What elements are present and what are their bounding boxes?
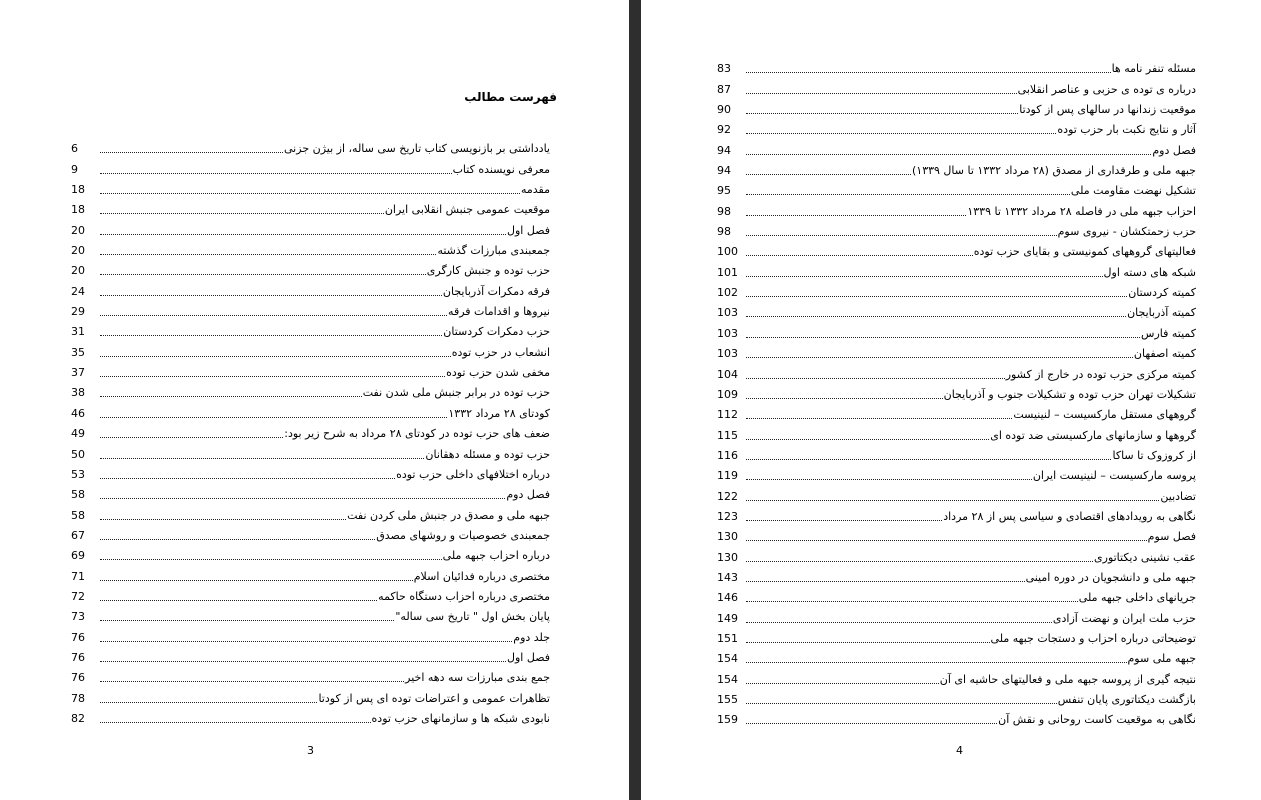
toc-entry[interactable]: [71, 136, 550, 156]
dot-leader: [746, 622, 1052, 623]
toc-entry[interactable]: [717, 117, 1196, 137]
toc-entry-title: کمیته فارس: [1141, 326, 1196, 340]
toc-entry-page: 53: [71, 467, 85, 481]
toc-entry[interactable]: [71, 441, 550, 461]
toc-entry-title: گروهها و سازمانهای مارکسیستی ضد توده ای: [990, 428, 1196, 442]
dot-leader: [100, 274, 426, 275]
dot-leader: [100, 519, 346, 520]
dot-leader: [746, 378, 1005, 379]
toc-entry-page: 130: [717, 530, 738, 544]
toc-entry-title: حزب ملت ایران و نهضت آزادی: [1052, 611, 1196, 625]
toc-entry-title: جمع بندی مبارزات سه دهه اخیر: [405, 671, 550, 685]
toc-entry-page: 50: [71, 447, 85, 461]
toc-entry[interactable]: [71, 502, 550, 522]
toc-entry-title: احزاب جبهه ملی در فاصله ۲۸ مرداد ۱۳۳۲ تا ۱۳۳۹: [967, 204, 1196, 218]
toc-entry[interactable]: [717, 504, 1196, 524]
toc-entry[interactable]: [717, 605, 1196, 625]
toc-entry[interactable]: [71, 563, 550, 583]
toc-entry-page: 102: [717, 286, 738, 300]
toc-entry[interactable]: [71, 360, 550, 380]
toc-entry[interactable]: [717, 56, 1196, 76]
dot-leader: [100, 661, 506, 662]
toc-entry-title: گروههای مستقل مارکسیست – لنینیست: [1013, 408, 1196, 422]
toc-entry[interactable]: [717, 443, 1196, 463]
toc-entry[interactable]: [717, 585, 1196, 605]
page-number-right: 4: [956, 744, 963, 757]
toc-entry-title: جریانهای داخلی جبهه ملی: [1078, 591, 1196, 605]
toc-entry-page: 69: [71, 549, 85, 563]
toc-entry-title: فعالیتهای گروههای کمونیستی و بقایای حزب توده: [973, 245, 1196, 259]
toc-entry-page: 29: [71, 305, 85, 319]
dot-leader: [100, 335, 442, 336]
toc-entry[interactable]: [717, 280, 1196, 300]
dot-leader: [746, 662, 1127, 663]
toc-entry-page: 58: [71, 508, 85, 522]
toc-entry[interactable]: [717, 341, 1196, 361]
toc-entry-title: حزب زحمتکشان - نیروی سوم: [1057, 225, 1196, 239]
dot-leader: [746, 296, 1127, 297]
toc-list-right: [717, 56, 1196, 727]
toc-entry-title: حزب توده و مسئله دهقانان: [425, 447, 550, 461]
toc-entry-page: 98: [717, 225, 731, 239]
toc-entry-title: موقعیت زندانها در سالهای پس از کودتا: [1019, 103, 1196, 117]
toc-entry[interactable]: [71, 624, 550, 644]
toc-entry-title: تشکیلات تهران حزب توده و تشکیلات جنوب و آذربایجان: [943, 387, 1196, 401]
toc-entry[interactable]: [717, 76, 1196, 96]
dot-leader: [746, 255, 973, 256]
toc-entry-page: 103: [717, 326, 738, 340]
dot-leader: [746, 194, 1070, 195]
dot-leader: [100, 559, 442, 560]
dot-leader: [100, 315, 447, 316]
toc-entry-title: نیروها و اقدامات فرقه: [448, 305, 550, 319]
toc-entry-title: مخفی شدن حزب توده: [446, 366, 550, 380]
toc-entry-title: درباره ی توده ی حزبی و عناصر انقلابی: [1017, 82, 1196, 96]
toc-list-left: [71, 136, 550, 726]
page-number-left: 3: [307, 744, 314, 757]
toc-entry-page: 6: [71, 142, 78, 156]
toc-entry[interactable]: [717, 361, 1196, 381]
toc-entry-title: مختصری درباره فدائیان اسلام: [413, 569, 550, 583]
toc-entry[interactable]: [71, 685, 550, 705]
dot-leader: [100, 295, 442, 296]
toc-entry-page: 87: [717, 82, 731, 96]
dot-leader: [746, 479, 1032, 480]
toc-entry-title: فصل سوم: [1147, 530, 1196, 544]
toc-entry-page: 46: [71, 406, 85, 420]
dot-leader: [100, 539, 375, 540]
toc-entry-title: نتیجه گیری از پروسه جبهه ملی و فعالیتهای حاشیه ای آن: [939, 672, 1196, 686]
toc-entry-title: فصل اول: [507, 223, 550, 237]
toc-entry-page: 98: [717, 204, 731, 218]
toc-entry[interactable]: [71, 299, 550, 319]
toc-entry[interactable]: [71, 462, 550, 482]
dot-leader: [100, 152, 283, 153]
toc-entry-page: 78: [71, 691, 85, 705]
toc-entry-page: 149: [717, 611, 738, 625]
toc-entry-page: 20: [71, 244, 85, 258]
dot-leader: [100, 396, 362, 397]
toc-entry[interactable]: [717, 707, 1196, 727]
toc-entry[interactable]: [71, 197, 550, 217]
toc-entry-title: حزب توده و جنبش کارگری: [426, 264, 550, 278]
toc-entry-page: 73: [71, 610, 85, 624]
toc-entry[interactable]: [71, 380, 550, 400]
dot-leader: [100, 498, 505, 499]
toc-entry-page: 9: [71, 162, 78, 176]
toc-entry[interactable]: [71, 339, 550, 359]
toc-entry-page: 116: [717, 448, 738, 462]
right-page: [641, 0, 1261, 800]
toc-entry[interactable]: [71, 400, 550, 420]
toc-entry[interactable]: [717, 300, 1196, 320]
toc-entry-title: درباره اختلافهای داخلی حزب توده: [396, 467, 550, 481]
toc-entry-title: ضعف های حزب توده در کودتای ۲۸ مرداد به شرح زیر بود:: [284, 427, 550, 441]
toc-entry-page: 94: [717, 143, 731, 157]
page-divider: [629, 0, 641, 800]
toc-entry-page: 151: [717, 631, 738, 645]
toc-entry-page: 76: [71, 650, 85, 664]
toc-entry-title: نگاهی به موقعیت کاست روحانی و نقش آن: [998, 713, 1196, 727]
toc-entry-page: 72: [71, 589, 85, 603]
left-page: [0, 0, 629, 800]
dot-leader: [746, 723, 997, 724]
toc-entry-page: 119: [717, 469, 738, 483]
dot-leader: [100, 173, 452, 174]
toc-entry[interactable]: [71, 278, 550, 298]
dot-leader: [746, 520, 942, 521]
toc-entry-title: از کروزوک تا ساکا: [1112, 448, 1196, 462]
toc-entry-page: 159: [717, 713, 738, 727]
toc-entry-page: 109: [717, 387, 738, 401]
toc-entry[interactable]: [717, 565, 1196, 585]
toc-entry[interactable]: [717, 524, 1196, 544]
toc-entry[interactable]: [717, 463, 1196, 483]
toc-entry-title: فرقه دمکرات آذربایجان: [442, 284, 550, 298]
toc-entry-title: نگاهی به رویدادهای اقتصادی و سیاسی پس از ۲۸ مرداد: [943, 509, 1196, 523]
dot-leader: [746, 154, 1151, 155]
toc-entry[interactable]: [71, 482, 550, 502]
toc-entry[interactable]: [71, 706, 550, 726]
toc-entry-title: نابودی شبکه ها و سازمانهای حزب توده: [371, 711, 550, 725]
dot-leader: [100, 213, 384, 214]
toc-entry-page: 35: [71, 345, 85, 359]
toc-entry-title: درباره احزاب جبهه ملی: [442, 549, 550, 563]
toc-entry[interactable]: [71, 645, 550, 665]
dot-leader: [746, 703, 1057, 704]
toc-entry-page: 31: [71, 325, 85, 339]
dot-leader: [746, 540, 1147, 541]
toc-entry-title: توضیحاتی درباره احزاب و دستجات جبهه ملی: [990, 631, 1196, 645]
toc-entry-page: 92: [717, 123, 731, 137]
toc-entry-page: 146: [717, 591, 738, 605]
dot-leader: [100, 722, 371, 723]
toc-entry-title: جمعبندی مبارزات گذشته: [437, 244, 550, 258]
toc-entry-title: جبهه ملی و طرفداری از مصدق (۲۸ مرداد ۱۳۳۲ تا سال ۱۳۳۹): [911, 164, 1196, 178]
dot-leader: [746, 398, 943, 399]
toc-entry[interactable]: [717, 137, 1196, 157]
toc-entry-page: 76: [71, 630, 85, 644]
toc-entry-page: 67: [71, 528, 85, 542]
toc-entry-title: یادداشتی بر بازنویسی کتاب تاریخ سی ساله، از بیژن جزنی: [284, 142, 550, 156]
toc-entry-page: 94: [717, 164, 731, 178]
dot-leader: [746, 174, 911, 175]
toc-entry-title: فصل دوم: [506, 488, 550, 502]
toc-entry-page: 103: [717, 347, 738, 361]
dot-leader: [746, 561, 1093, 562]
dot-leader: [746, 316, 1126, 317]
dot-leader: [100, 376, 445, 377]
toc-entry-title: شبکه های دسته اول: [1103, 265, 1196, 279]
toc-entry-title: پایان بخش اول " تاریخ سی ساله": [395, 610, 550, 624]
toc-entry[interactable]: [71, 523, 550, 543]
dot-leader: [746, 683, 939, 684]
dot-leader: [100, 356, 451, 357]
dot-leader: [746, 418, 1012, 419]
toc-entry-page: 104: [717, 367, 738, 381]
toc-entry-page: 82: [71, 711, 85, 725]
dot-leader: [746, 581, 1025, 582]
toc-entry-title: کمیته مرکزی حزب توده در خارج از کشور: [1005, 367, 1196, 381]
toc-entry-page: 155: [717, 693, 738, 706]
toc-entry[interactable]: [717, 687, 1196, 707]
toc-entry-page: 101: [717, 265, 738, 279]
dot-leader: [100, 641, 512, 642]
toc-entry[interactable]: [71, 238, 550, 258]
toc-entry-title: عقب نشینی دیکتاتوری: [1094, 550, 1196, 564]
toc-entry-page: 49: [71, 427, 85, 441]
dot-leader: [100, 234, 506, 235]
toc-entry-title: مقدمه: [520, 183, 550, 197]
dot-leader: [100, 254, 436, 255]
toc-entry-title: تشکیل نهضت مقاومت ملی: [1070, 184, 1196, 198]
toc-entry-page: 103: [717, 306, 738, 320]
toc-entry-page: 100: [717, 245, 738, 259]
toc-entry-page: 20: [71, 264, 85, 278]
dot-leader: [100, 193, 520, 194]
dot-leader: [746, 439, 989, 440]
toc-entry-page: 38: [71, 386, 85, 400]
toc-title: فهرست مطالب: [464, 90, 557, 104]
toc-entry-title: جمعبندی خصوصیات و روشهای مصدق: [376, 528, 550, 542]
toc-entry[interactable]: [71, 604, 550, 624]
toc-entry[interactable]: [71, 421, 550, 441]
toc-entry-title: جلد دوم: [513, 630, 550, 644]
toc-entry-title: مسئله تنفر نامه ها: [1111, 62, 1196, 76]
dot-leader: [746, 276, 1103, 277]
toc-entry-title: فصل اول: [507, 650, 550, 664]
toc-entry[interactable]: [71, 258, 550, 278]
toc-entry[interactable]: [717, 198, 1196, 218]
toc-entry[interactable]: [71, 543, 550, 563]
toc-entry[interactable]: [717, 544, 1196, 564]
toc-entry-title: کمیته آذربایجان: [1127, 306, 1196, 320]
toc-entry[interactable]: [717, 422, 1196, 442]
toc-entry-page: 24: [71, 284, 85, 298]
dot-leader: [746, 459, 1111, 460]
dot-leader: [100, 580, 413, 581]
toc-entry-title: موقعیت عمومی جنبش انقلابی ایران: [384, 203, 550, 217]
dot-leader: [100, 417, 447, 418]
toc-entry-title: معرفی نویسنده کتاب: [452, 162, 550, 176]
dot-leader: [746, 215, 966, 216]
toc-entry-page: 130: [717, 550, 738, 564]
toc-entry[interactable]: [717, 320, 1196, 340]
toc-entry[interactable]: [71, 156, 550, 176]
toc-entry-page: 20: [71, 223, 85, 237]
toc-entry[interactable]: [71, 584, 550, 604]
toc-entry-page: 18: [71, 203, 85, 217]
dot-leader: [100, 620, 394, 621]
toc-entry-page: 83: [717, 62, 731, 76]
toc-entry-title: آثار و نتایج نکبت بار حزب توده: [1057, 123, 1196, 137]
toc-entry-title: جبهه ملی سوم: [1127, 652, 1196, 666]
toc-entry-title: جبهه ملی و دانشجویان در دوره امینی: [1025, 570, 1196, 584]
toc-entry[interactable]: [717, 382, 1196, 402]
toc-entry-title: جبهه ملی و مصدق در جنبش ملی کردن نفت: [347, 508, 550, 522]
dot-leader: [100, 681, 404, 682]
dot-leader: [100, 478, 395, 479]
dot-leader: [746, 235, 1057, 236]
toc-entry-title: کودتای ۲۸ مرداد ۱۳۳۲: [448, 406, 550, 420]
dot-leader: [100, 458, 424, 459]
toc-entry[interactable]: [717, 666, 1196, 686]
dot-leader: [100, 437, 283, 438]
toc-entry-page: 58: [71, 488, 85, 502]
toc-entry[interactable]: [717, 626, 1196, 646]
toc-entry-title: مختصری درباره احزاب دستگاه حاکمه: [378, 589, 550, 603]
toc-entry[interactable]: [717, 259, 1196, 279]
dot-leader: [746, 133, 1056, 134]
dot-leader: [746, 601, 1078, 602]
toc-entry[interactable]: [71, 319, 550, 339]
toc-entry-title: حزب توده در برابر جنبش ملی شدن نفت: [362, 386, 550, 400]
toc-entry-page: 123: [717, 509, 738, 523]
dot-leader: [746, 113, 1018, 114]
toc-entry-page: 90: [717, 103, 731, 117]
dot-leader: [746, 337, 1140, 338]
toc-entry-title: پروسه مارکسیست – لنینیست ایران: [1032, 469, 1196, 483]
dot-leader: [100, 702, 317, 703]
toc-entry[interactable]: [717, 402, 1196, 422]
toc-entry-page: 154: [717, 672, 738, 686]
toc-entry-page: 37: [71, 366, 85, 380]
toc-entry-title: کمیته کردستان: [1128, 286, 1196, 300]
dot-leader: [746, 93, 1017, 94]
toc-entry-title: تضادبین: [1160, 489, 1196, 503]
dot-leader: [100, 600, 377, 601]
toc-entry-page: 115: [717, 428, 738, 442]
toc-entry[interactable]: [717, 239, 1196, 259]
toc-entry-page: 95: [717, 184, 731, 198]
toc-entry-title: تظاهرات عمومی و اعتراضات توده ای پس از کودتا: [318, 691, 550, 705]
toc-entry[interactable]: [717, 97, 1196, 117]
dot-leader: [746, 500, 1159, 501]
dot-leader: [746, 72, 1111, 73]
toc-entry[interactable]: [717, 483, 1196, 503]
toc-entry-title: کمیته اصفهان: [1133, 347, 1196, 361]
dot-leader: [746, 642, 990, 643]
toc-entry[interactable]: [71, 665, 550, 685]
toc-entry-page: 71: [71, 569, 85, 583]
toc-entry-page: 122: [717, 489, 738, 503]
dot-leader: [746, 357, 1133, 358]
toc-entry-page: 112: [717, 408, 738, 422]
toc-entry[interactable]: [71, 177, 550, 197]
toc-entry-page: 76: [71, 671, 85, 685]
toc-entry-title: فصل دوم: [1152, 143, 1196, 157]
toc-entry-page: 154: [717, 652, 738, 666]
toc-entry-title: حزب دمکرات کردستان: [443, 325, 550, 339]
toc-entry-title: انشعاب در حزب توده: [451, 345, 550, 359]
toc-entry-page: 18: [71, 183, 85, 197]
toc-entry[interactable]: [717, 178, 1196, 198]
toc-entry[interactable]: [717, 646, 1196, 666]
toc-entry[interactable]: [71, 217, 550, 237]
toc-entry-title: بازگشت دیکتاتوری پایان تنفس: [1057, 693, 1196, 706]
toc-entry-page: 143: [717, 570, 738, 584]
toc-entry[interactable]: [717, 219, 1196, 239]
toc-entry[interactable]: [717, 158, 1196, 178]
